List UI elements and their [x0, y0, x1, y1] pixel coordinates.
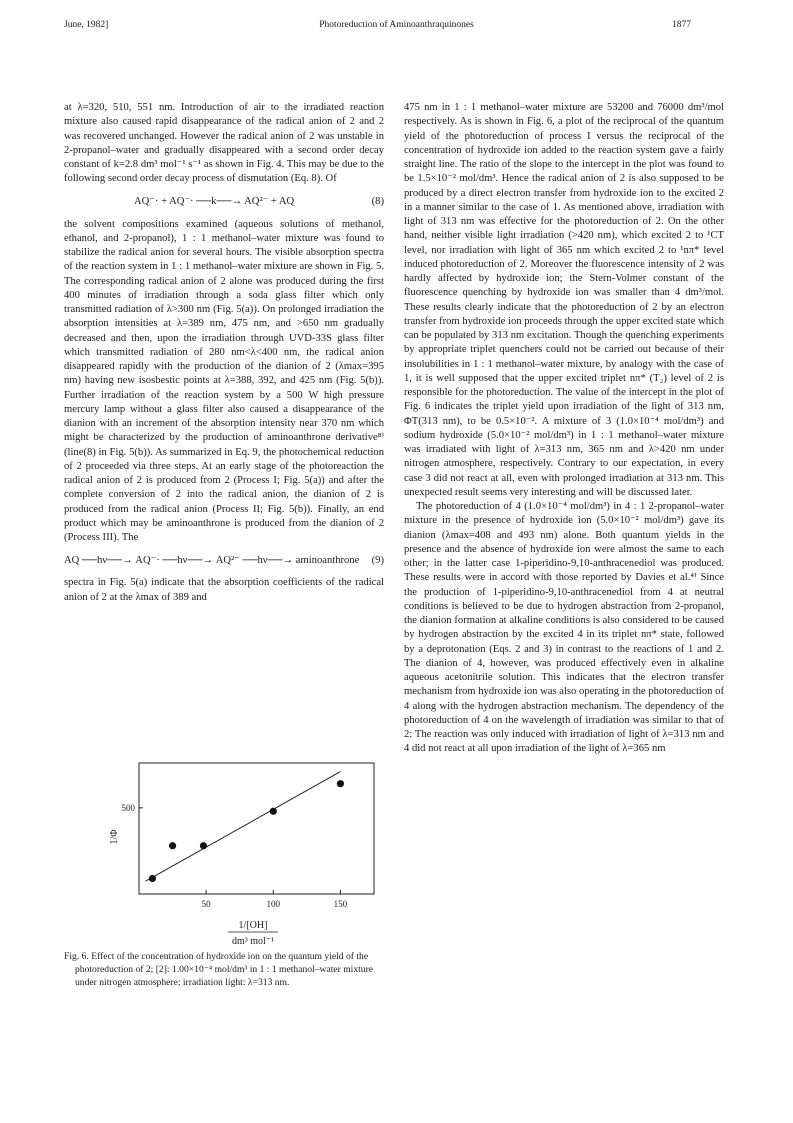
- page-number: 1877: [672, 20, 691, 30]
- paragraph: 475 nm in 1 : 1 methanol–water mixture are 53200 and 76000 dm³/mol respectively. As is shown in Fig. 6, a plot of the reciprocal of the quantum yield of the photoreduction of process I versus the reciprocal of the concentration of hydroxide ion added to the reaction system gave a fairly straight line. The ratio of the slope to the intercept in the plot was found to be 1.5×10⁻² mol/dm³. Hence the radical anion of 2 is also supposed to be produced by a direct electron transfer from hydroxide ion to the excited 2 in a manner similar to the case of 1. As mentioned above, irradiation with light of 313 nm was effective for the photoreduction of 2. On the other hand, neither visible light irradiation (>420 nm), which excited 2 to ¹CT level, nor irradiation with light of 365 nm which excited 2 to ¹nπ* level induced photoreduction of 2. Moreover the fluorescence intensity of 2 was hardly affected by hydroxide ion; the Stern-Volmer constant of the fluorescence quenching by hydroxide ion was smaller than 4 dm³/mol. These results clearly indicate that the photoreduction of 2 by an electron transfer from hydroxide ion proceeds through the upper excited state which can be populated by 313 nm excitation. Though the quenching experiments by appropriate triplet quenchers could not be carried out because of their insolubilities in 1 : 1 methanol–water mixture, by analogy with the case of 1, it is well supposed that the upper excited triplet nπ* (T₂) level of 2 is responsible for the photoreduction. The value of the intercept in the plot of Fig. 6 indicates the triplet yield upon irradiation of the light of 313 nm, ΦT(313 nm), to be 0.5×10⁻². A mixture of 3 (1.0×10⁻⁴ mol/dm³) and sodium hydroxide (5.0×10⁻² mol/dm³) in 1 : 1 methanol–water mixture was irradiated with light of λ=313 nm, 365 nm and λ>420 nm under nitrogen atmosphere, respectively. Contrary to our expectation, in every case 3 did not react at all, even with prolonged irradiation at 313 nm. This unexpected result seems very interesting and will be discussed later.: [404, 102, 724, 498]
- y-tick-label: 500: [121, 802, 135, 813]
- equation-8: [64, 187, 384, 218]
- right-column: [404, 101, 724, 757]
- equation-9: [64, 545, 384, 576]
- caption-label: Fig. 6.: [64, 951, 89, 962]
- caption-text: Effect of the concentration of hydroxide ion on the quantum yield of the photoreduction of 2; [2]: 1.00×10⁻⁴ mol/dm³ in 1 : 1 methanol–water mixture under nitrogen atmosphere; irradiation light: λ=313 nm.: [75, 951, 374, 989]
- data-point: [337, 780, 344, 787]
- data-point: [270, 808, 277, 815]
- x-tick-label: 100: [266, 899, 281, 909]
- equation-number: (9): [371, 554, 384, 566]
- fit-line: [146, 772, 341, 881]
- paragraph: at λ=320, 510, 551 nm. Introduction of air to the irradiated reaction mixture also caused rapid disappearance of the radical anion of 2 and 2 was recovered unchanged. However the radical anion of 2 was unstable in 2-propanol–water and gradually disappeared with a second order decay constant of k=2.8 dm³ mol⁻¹ s⁻¹ as shown in Fig. 4. This may be due to the following second order decay process of dismutation (Eq. 8). Of: [64, 102, 384, 185]
- figure-caption: [64, 950, 384, 990]
- equation-text: AQ ──hν──→ AQ⁻· ──hν──→ AQ²⁻ ──hν──→ aminoanthrone: [64, 554, 360, 566]
- chart-fig6: [64, 755, 384, 950]
- paragraph: the solvent compositions examined (aqueous solutions of methanol, ethanol, and 2-propanol), 1 : 1 methanol–water mixture was found to stabilize the radical anion for several hours. The visible absorption spectra of the reaction system in 1 : 1 methanol–water mixture are shown in Fig. 5. The corresponding radical anion of 2 alone was produced during the first 400 minutes of irradiation through a soda glass filter which only transmitted radiation of λ>300 nm (Fig. 5(a)). On prolonged irradiation the absorption intensities at λ=389 nm, 475 nm, and >650 nm gradually decreased and then, upon the irradiation through UVD-33S glass filter which transmitted radiation of 280 nm<λ<400 nm, the radical anion disappeared rapidly with the production of the dianion of 2 (λmax=395 nm) having new isosbestic points at λ=388, 392, and 425 nm (Fig. 5(b)). Further irradiation of the reaction system by a 500 W high pressure mercury lamp without a glass filter also caused a disappearance of the dianion with an increment of the absorption intensity near 370 nm which might be characterized by the production of aminoanthrone derivative⁸⁾ (line(8) in Fig. 5(b)). As summarized in Eq. 9, the photochemical reduction of 2 proceeded via three steps. At an early stage of the photoreaction the radical anion of 2 is produced from 2 (Process I; Fig. 5(a)) and after the complete conversion of 2 into the radical anion, the dianion of 2 is produced from the radical anion (Process II; Fig. 5(b)). Finally, an end product which may be aminoanthrone is produced from the dianion of 2 (Process III). The: [64, 218, 384, 543]
- x-axis-label-numerator: 1/[OH]: [238, 920, 268, 931]
- data-point: [200, 842, 207, 849]
- x-tick-label: 50: [201, 899, 211, 909]
- paragraph: spectra in Fig. 5(a) indicate that the absorption coefficients of the radical anion of 2 at the λmax of 389 and: [64, 577, 384, 603]
- paragraph: The photoreduction of 4 (1.0×10⁻⁴ mol/dm³) in 4 : 1 2-propanol–water mixture in the presence of hydroxide ion (5.0×10⁻² mol/dm³) gave its dianion (λmax=408 and 493 nm) alone. Both quantum yields in the presence and the absence of hydroxide ion were almost the same to each other; in the latter case 1-piperidino-9,10-anthracenediol was produced. These results were in accord with those reported by Davies et al.⁴⁾ Since the production of 1-piperidino-9,10-anthracenediol from 4 at neutral conditions is believed to be due to hydrogen abstraction from 2-propanol, the dianion formation at alkaline conditions is also considered to be caused by hydrogen abstraction by the excited 4 in its triplet nπ* state, followed by a deprotonation (Eqs. 2 and 3) in contrast to the reactions of 1 and 2. The dianion of 4, however, was produced effectively even in alkaline aqueous acetonitrile solution. This indicates that the electron transfer mechanism from hydroxide ion was also operating in the photoreduction of 4 along with the hydrogen abstraction mechanism. The dependency of the photoreduction of 4 on the wavelength of irradiation was similar to that of 2: The reaction was only induced with irradiation of light of λ=313 nm and 4 did not react at all upon irradiation of the light of λ=365 nm: [404, 501, 724, 755]
- figure-6: [64, 755, 384, 990]
- running-header-title: Photoreduction of Aminoanthraquinones: [319, 20, 474, 30]
- y-axis-label: 1/Φ: [109, 829, 120, 845]
- equation-number: (8): [371, 195, 384, 207]
- equation-text: AQ⁻· + AQ⁻· ──k──→ AQ²⁻ + AQ: [134, 195, 295, 207]
- x-tick-label: 150: [333, 899, 348, 909]
- left-column: [64, 101, 384, 605]
- running-header-date: June, 1982]: [64, 20, 109, 30]
- data-point: [169, 842, 176, 849]
- x-axis-label-denominator: dm³ mol⁻¹: [231, 936, 275, 947]
- data-point: [149, 875, 156, 882]
